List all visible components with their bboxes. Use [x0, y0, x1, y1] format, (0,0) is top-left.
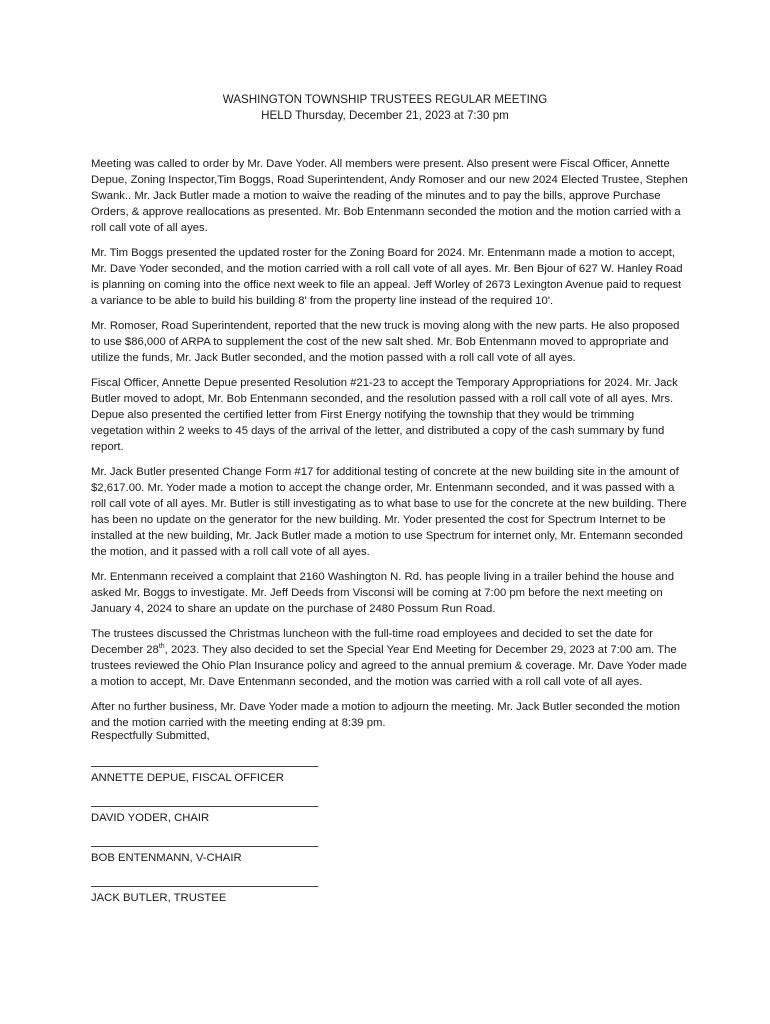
luncheon-text-1: The trustees discussed the Christmas luncheon with the full-time road employees and decided to set the date for December 28	[91, 628, 654, 656]
signature-line	[91, 886, 318, 887]
minutes-body	[91, 156, 689, 740]
paragraph-call-to-order: Meeting was called to order by Mr. Dave Yoder. All members were present. Also present were Fiscal Officer, Annette Depue, Zoning Inspector,Tim Boggs, Road Superintendent, Andy Romoser and our new 2024 Elected Trustee, Stephen Swank.. Mr. Jack Butler made a motion to waive the reading of the minutes and to pay the bills, approve Purchase Orders, & approve reallocations as presented. Mr. Bob Entenmann seconded the motion and the motion carried with a roll call vote of all ayes.	[91, 158, 688, 234]
meeting-date: HELD Thursday, December 21, 2023 at 7:30 pm	[261, 109, 509, 122]
luncheon-text-2: , 2023. They also decided to set the Special Year End Meeting for December 29, 2023 at 7:00 am. The trustees reviewed the Ohio Plan Insurance policy and agreed to the annual premium & coverage. Mr. Dave Yoder made a motion to accept, Mr. Dave Entenmann seconded, and the motion was carried with a roll call vote of all ayes.	[91, 644, 687, 688]
signature-block-chair	[91, 806, 391, 826]
signature-line	[91, 806, 318, 807]
signature-block-vice-chair	[91, 846, 391, 866]
signature-block-trustee	[91, 886, 391, 906]
signature-line	[91, 846, 318, 847]
meeting-title: WASHINGTON TOWNSHIP TRUSTEES REGULAR MEETING	[222, 93, 548, 106]
signature-name: ANNETTE DEPUE, FISCAL OFFICER	[91, 772, 284, 784]
paragraph-zoning: Mr. Tim Boggs presented the updated roster for the Zoning Board for 2024. Mr. Entenmann made a motion to accept, Mr. Dave Yoder seconded, and the motion carried with a roll call vote of all ayes. Mr. Ben Bjour of 627 W. Hanley Road is planning on coming into the office next week to file an appeal. Jeff Worley of 2673 Lexington Avenue paid to request a variance to be able to build his building 8' from the property line instead of the required 10'.	[91, 247, 683, 307]
paragraph-fiscal: Fiscal Officer, Annette Depue presented Resolution #21-23 to accept the Temporary Appropriations for 2024. Mr. Jack Butler moved to adopt, Mr. Bob Entenmann seconded, and the resolution passed with a roll call vote of all ayes. Mrs. Depue also presented the certified letter from First Energy notifying the township that they would be trimming vegetation within 2 weeks to 45 days of the arrival of the letter, and distributed a copy of the cash summary by fund report.	[91, 377, 678, 453]
paragraph-change-form: Mr. Jack Butler presented Change Form #17 for additional testing of concrete at the new building site in the amount of $2,617.00. Mr. Yoder made a motion to accept the change order, Mr. Entenmann seconded, and it was passed with a roll call vote of all ayes. Mr. Butler is still investigating as to what base to use for the concrete at the new building. There has been no update on the generator for the new building. Mr. Yoder presented the cost for Spectrum Internet to be installed at the new building, Mr. Jack Butler made a motion to use Spectrum for internet only, Mr. Entemann seconded the motion, and it passed with a roll call vote of all ayes.	[91, 466, 687, 558]
paragraph-adjourn: After no further business, Mr. Dave Yoder made a motion to adjourn the meeting. Mr. Jack Butler seconded the motion and the motion carried with the meeting ending at 8:39 pm.	[91, 701, 681, 729]
closing-text: Respectfully Submitted,	[91, 730, 210, 742]
ordinal-suffix: th	[158, 643, 165, 651]
paragraph-luncheon	[91, 626, 689, 690]
document-header	[0, 92, 770, 124]
paragraph-road: Mr. Romoser, Road Superintendent, reported that the new truck is moving along with the new parts. He also proposed to use $86,000 of ARPA to supplement the cost of the new salt shed. Mr. Bob Entenmann moved to appropriate and utilize the funds, Mr. Jack Butler seconded, and the motion passed with a roll call vote of all ayes.	[91, 320, 680, 364]
signature-name: DAVID YODER, CHAIR	[91, 812, 210, 824]
paragraph-complaint: Mr. Entenmann received a complaint that 2160 Washington N. Rd. has people living in a trailer behind the house and asked Mr. Boggs to investigate. Mr. Jeff Deeds from Visconsi will be coming at 7:00 pm before the next meeting on January 4, 2024 to share an update on the purchase of 2480 Possum Run Road.	[91, 571, 674, 615]
signature-block-fiscal-officer	[91, 766, 391, 786]
signature-name: JACK BUTLER, TRUSTEE	[91, 892, 227, 904]
signature-name: BOB ENTENMANN, V-CHAIR	[91, 852, 242, 864]
signature-line	[91, 766, 318, 767]
